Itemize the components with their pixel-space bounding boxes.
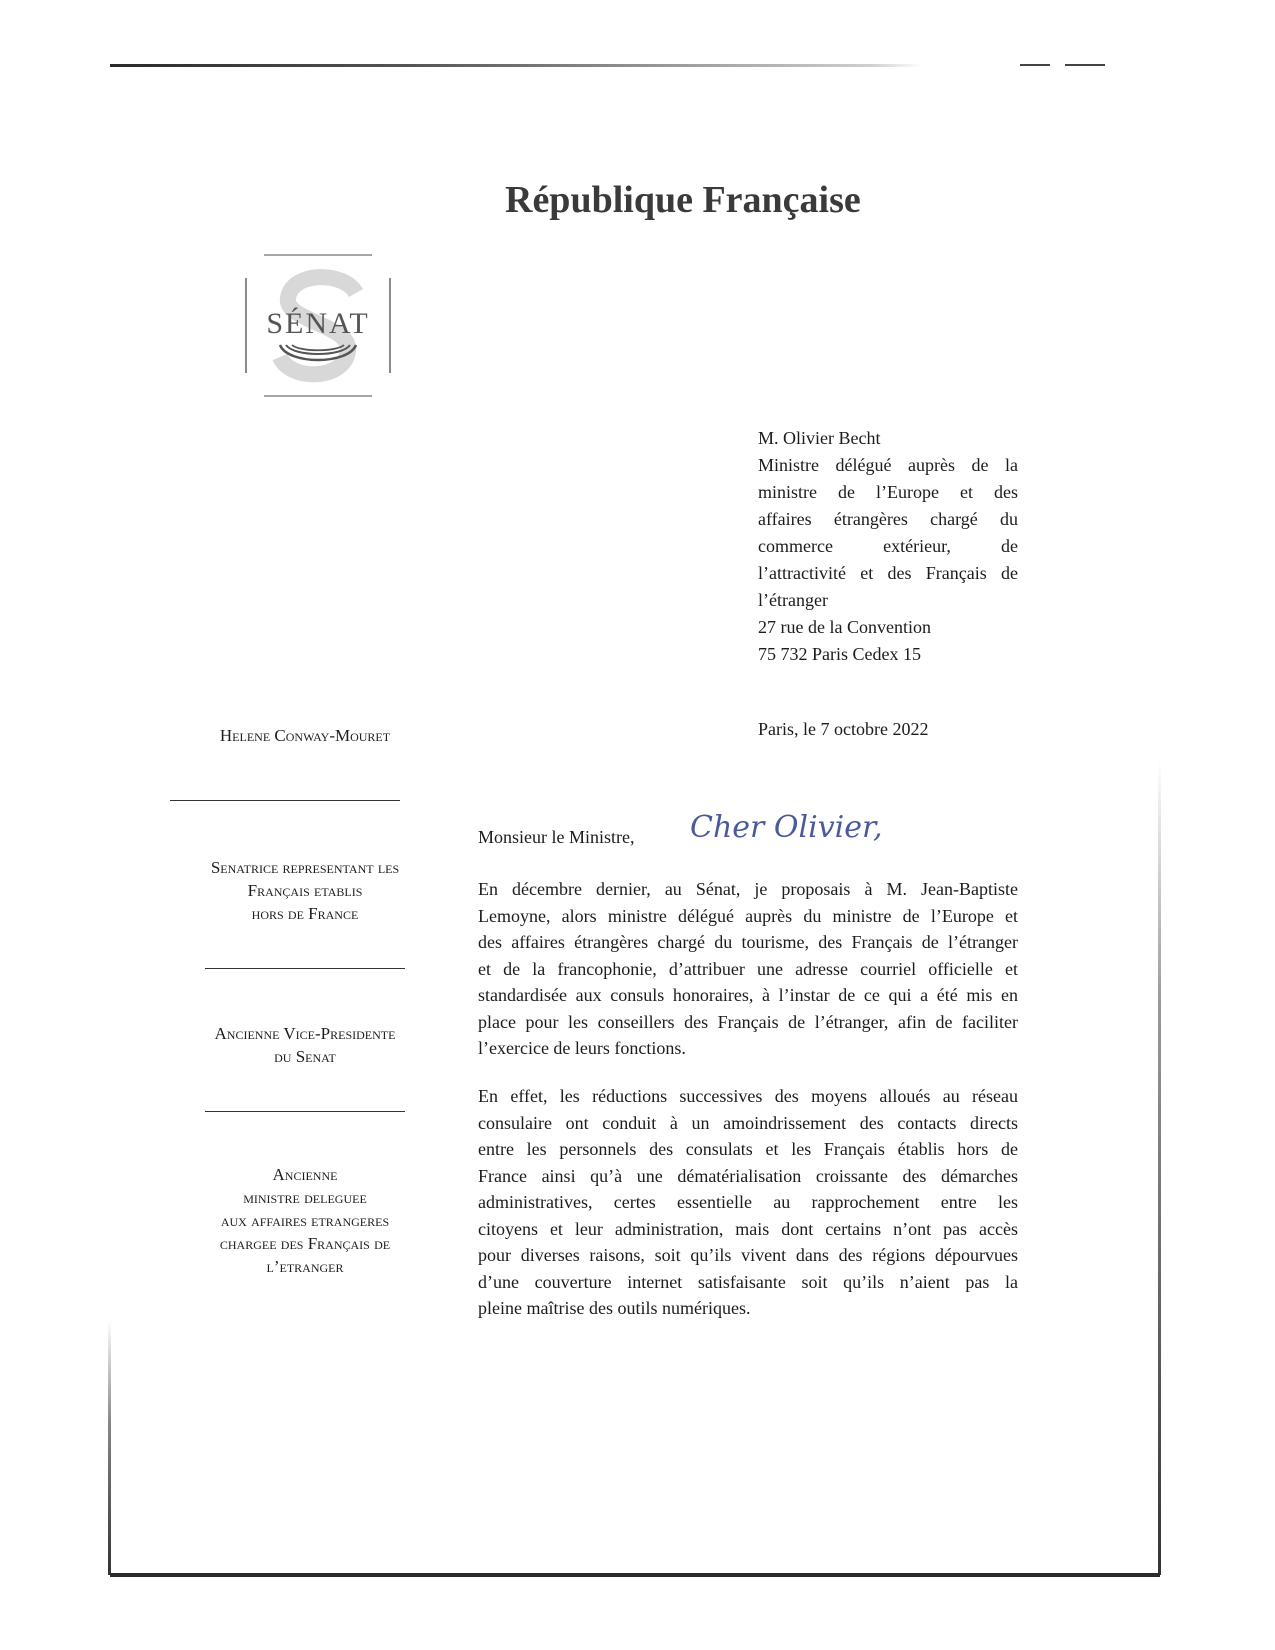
letter-date: Paris, le 7 octobre 2022 (758, 719, 929, 739)
page-title: République Française (505, 179, 861, 221)
sender-role-line: hors de France (251, 904, 359, 923)
recipient-line: 75 732 Paris Cedex 15 (758, 644, 921, 664)
body-line: entre les personnels des consulats et les Français établis hors de (478, 1139, 1018, 1159)
scan-edge-left (108, 1320, 111, 1575)
body-line: pour diverses raisons, soit qu’ils vivent dans des régions dépourvues (478, 1245, 1018, 1265)
recipient-line: M. Olivier Becht (758, 428, 881, 448)
scan-edge-dash (1020, 64, 1050, 66)
sender-role-line: Ancienne (272, 1165, 338, 1184)
body-line: En décembre dernier, au Sénat, je proposais à M. Jean-Baptiste (478, 879, 1018, 899)
divider (205, 1111, 405, 1112)
divider (170, 800, 400, 801)
logo-text: SÉNAT (266, 307, 370, 340)
body-line: standardisée aux consuls honoraires, à l’instar de ce qui a été mis en (478, 985, 1018, 1005)
senat-logo (244, 253, 392, 398)
sender-role-line: chargee des Français de (219, 1234, 391, 1253)
body-line: place pour les conseillers des Français de l’étranger, afin de faciliter (478, 1011, 1018, 1032)
body-paragraph-1 (478, 876, 1018, 1062)
body-line: En effet, les réductions successives des moyens alloués au réseau (478, 1086, 1018, 1106)
scan-edge-bottom (110, 1573, 1160, 1577)
recipient-address (758, 425, 1018, 668)
recipient-line: Ministre délégué auprès de la (758, 455, 1018, 475)
sender-role-ministre (170, 1163, 440, 1278)
salutation: Monsieur le Ministre, (478, 827, 635, 847)
divider (205, 968, 405, 969)
body-line: consulaire ont conduit à un amoindrissement des contacts directs (478, 1112, 1018, 1133)
body-line: d’une couverture internet satisfaisante soit qu’ils n’aient pas la (478, 1271, 1018, 1292)
body-line: citoyens et leur administration, mais dont certains n’ont pas accès (478, 1218, 1018, 1239)
svg-text:Cher Olivier,: Cher Olivier, (690, 810, 883, 845)
body-line: l’exercice de leurs fonctions. (478, 1038, 686, 1058)
scan-edge-top (110, 64, 1125, 67)
body-line: France ainsi qu’à une dématérialisation croissante des démarches (478, 1165, 1018, 1186)
scan-edge-dash (1065, 64, 1105, 66)
sender-role-line: l’etranger (266, 1257, 344, 1276)
body-line: Lemoyne, alors ministre délégué auprès du ministre de l’Europe et (478, 905, 1018, 926)
recipient-line: 27 rue de la Convention (758, 617, 931, 637)
sender-role-line: aux affaires etrangeres (220, 1211, 390, 1230)
recipient-line: ministre de l’Europe et des (758, 482, 1018, 502)
recipient-line: commerce extérieur, de (758, 536, 1018, 556)
sender-role-line: Senatrice representant les (210, 858, 400, 877)
sender-role-line: du Senat (274, 1047, 336, 1066)
sender-role-senatrice (170, 856, 440, 925)
sender-role-line: Français etablis (247, 881, 363, 900)
body-line: des affaires étrangères chargé du tourisme, des Français de l’étranger (478, 932, 1018, 952)
body-line: pleine maîtrise des outils numériques. (478, 1298, 751, 1318)
scan-edge-right (1158, 760, 1161, 1575)
sender-role-line: Ancienne Vice-Presidente (214, 1024, 396, 1043)
body-line: et de la francophonie, d’attribuer une adresse courriel officielle et (478, 958, 1018, 979)
sender-name: Helene Conway-Mouret (219, 726, 391, 745)
handwritten-note (690, 805, 910, 855)
sender-role-line: ministre deleguee (243, 1188, 367, 1207)
recipient-line: l’étranger (758, 590, 828, 610)
body-line: administratives, certes essentielle au rapprochement entre les (478, 1192, 1018, 1212)
recipient-line: affaires étrangères chargé du (758, 509, 1018, 529)
recipient-line: l’attractivité et des Français de (758, 563, 1018, 583)
body-paragraph-2 (478, 1083, 1018, 1322)
sender-role-vice-presidente (170, 1022, 440, 1068)
